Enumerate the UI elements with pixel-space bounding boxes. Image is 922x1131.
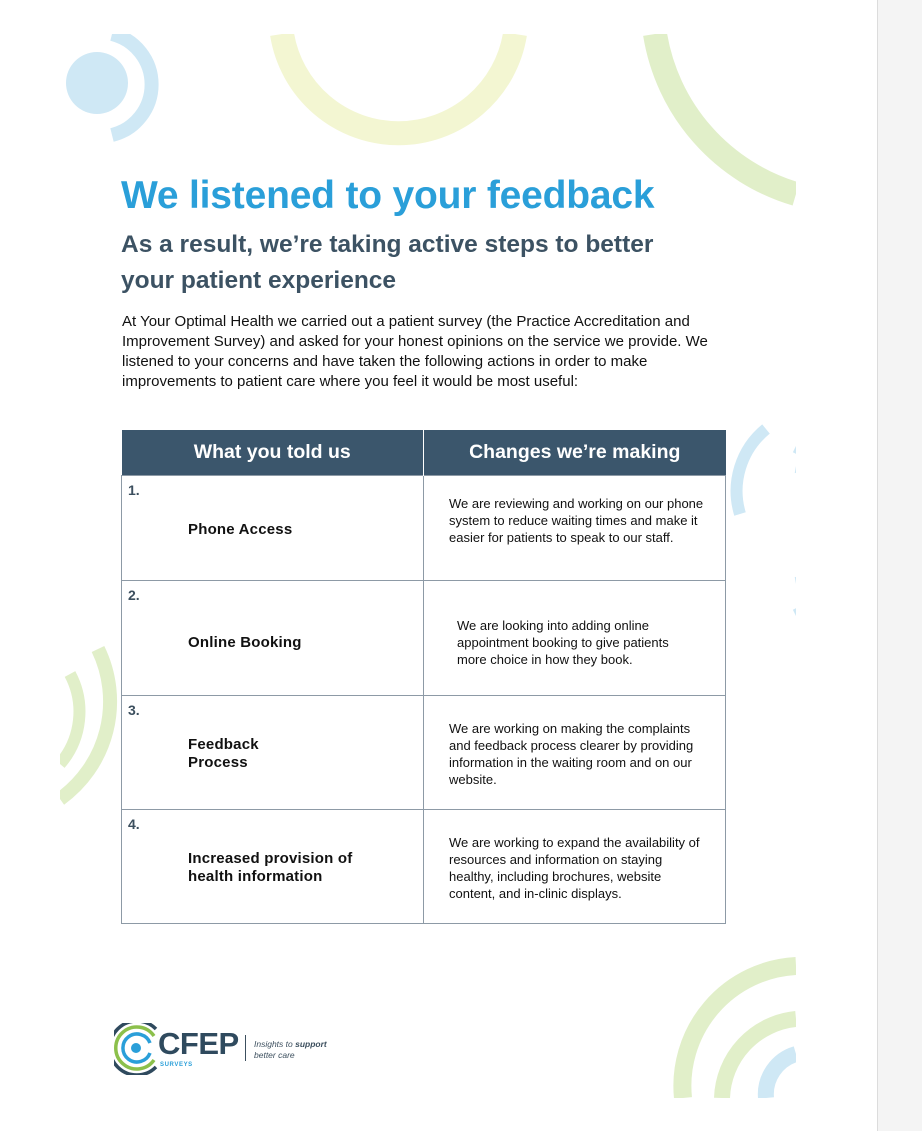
- logo-subtext: SURVEYS: [160, 1062, 193, 1068]
- cfep-logo: [114, 1023, 344, 1079]
- change-cell: [424, 476, 726, 581]
- change-cell: [424, 696, 726, 810]
- page-subtitle: As a result, we’re taking active steps to better your patient experience: [121, 231, 654, 294]
- logo-tagline: [254, 1039, 354, 1061]
- logo-divider: [245, 1035, 246, 1061]
- table-row: [122, 476, 726, 581]
- actions-table: [121, 430, 726, 924]
- row-change: We are working on making the complaints and feedback process clearer by providing information in the waiting room and on our website.: [449, 721, 694, 787]
- row-number: 2.: [128, 587, 140, 603]
- scrollbar-gutter[interactable]: [877, 0, 922, 1131]
- deco-green-arc-left-inner: [60, 674, 79, 764]
- row-topic: Phone Access: [188, 521, 293, 538]
- header-changes-were-making: Changes we’re making: [424, 430, 726, 476]
- deco-green-arc-bottom-outer: [682, 966, 796, 1098]
- told-cell: [122, 581, 424, 696]
- row-change: We are looking into adding online appointment booking to give patients more choice in how they book.: [457, 618, 669, 667]
- row-topic: Online Booking: [188, 634, 302, 651]
- table-row: [122, 696, 726, 810]
- row-change: We are working to expand the availability of resources and information on staying healthy, including brochures, website content, and in-clinic displays.: [449, 835, 700, 901]
- document-page: [60, 34, 796, 1098]
- deco-yellow-arc-top: [282, 34, 515, 133]
- table-header-row: [122, 430, 726, 476]
- change-cell: [424, 810, 726, 924]
- row-change: We are reviewing and working on our phone system to reduce waiting times and make it easier for patients to speak to our staff.: [449, 496, 704, 545]
- told-cell: [122, 810, 424, 924]
- tagline-suffix: better care: [254, 1050, 295, 1060]
- change-cell: [424, 581, 726, 696]
- header-what-you-told-us: What you told us: [122, 430, 424, 476]
- deco-blue-arc-right-stub: [737, 429, 766, 514]
- cfep-logo-icon: [114, 1023, 158, 1075]
- deco-blue-dot: [66, 52, 128, 114]
- row-number: 1.: [128, 482, 140, 498]
- told-cell: [122, 476, 424, 581]
- row-number: 3.: [128, 702, 140, 718]
- row-topic: Increased provision of health information: [188, 850, 353, 885]
- logo-wordmark: CFEP: [158, 1026, 239, 1061]
- table-row: [122, 581, 726, 696]
- intro-paragraph: At Your Optimal Health we carried out a patient survey (the Practice Accreditation and Improvement Survey) and asked for your honest opinions on the service we provide. We listened to your concerns and have taken the following actions in order to make improvements to patient care where you feel it would be most useful:: [122, 313, 708, 390]
- tagline-prefix: Insights to: [254, 1039, 296, 1049]
- tagline-emphasis: support: [295, 1039, 327, 1049]
- row-number: 4.: [128, 816, 140, 832]
- deco-blue-arc-bottom: [766, 1054, 796, 1098]
- told-cell: [122, 696, 424, 810]
- deco-green-arc-top-right: [655, 34, 796, 194]
- table-row: [122, 810, 726, 924]
- deco-green-arc-left-outer: [60, 649, 110, 799]
- row-topic: Feedback Process: [188, 736, 259, 771]
- page-title: We listened to your feedback: [121, 174, 655, 217]
